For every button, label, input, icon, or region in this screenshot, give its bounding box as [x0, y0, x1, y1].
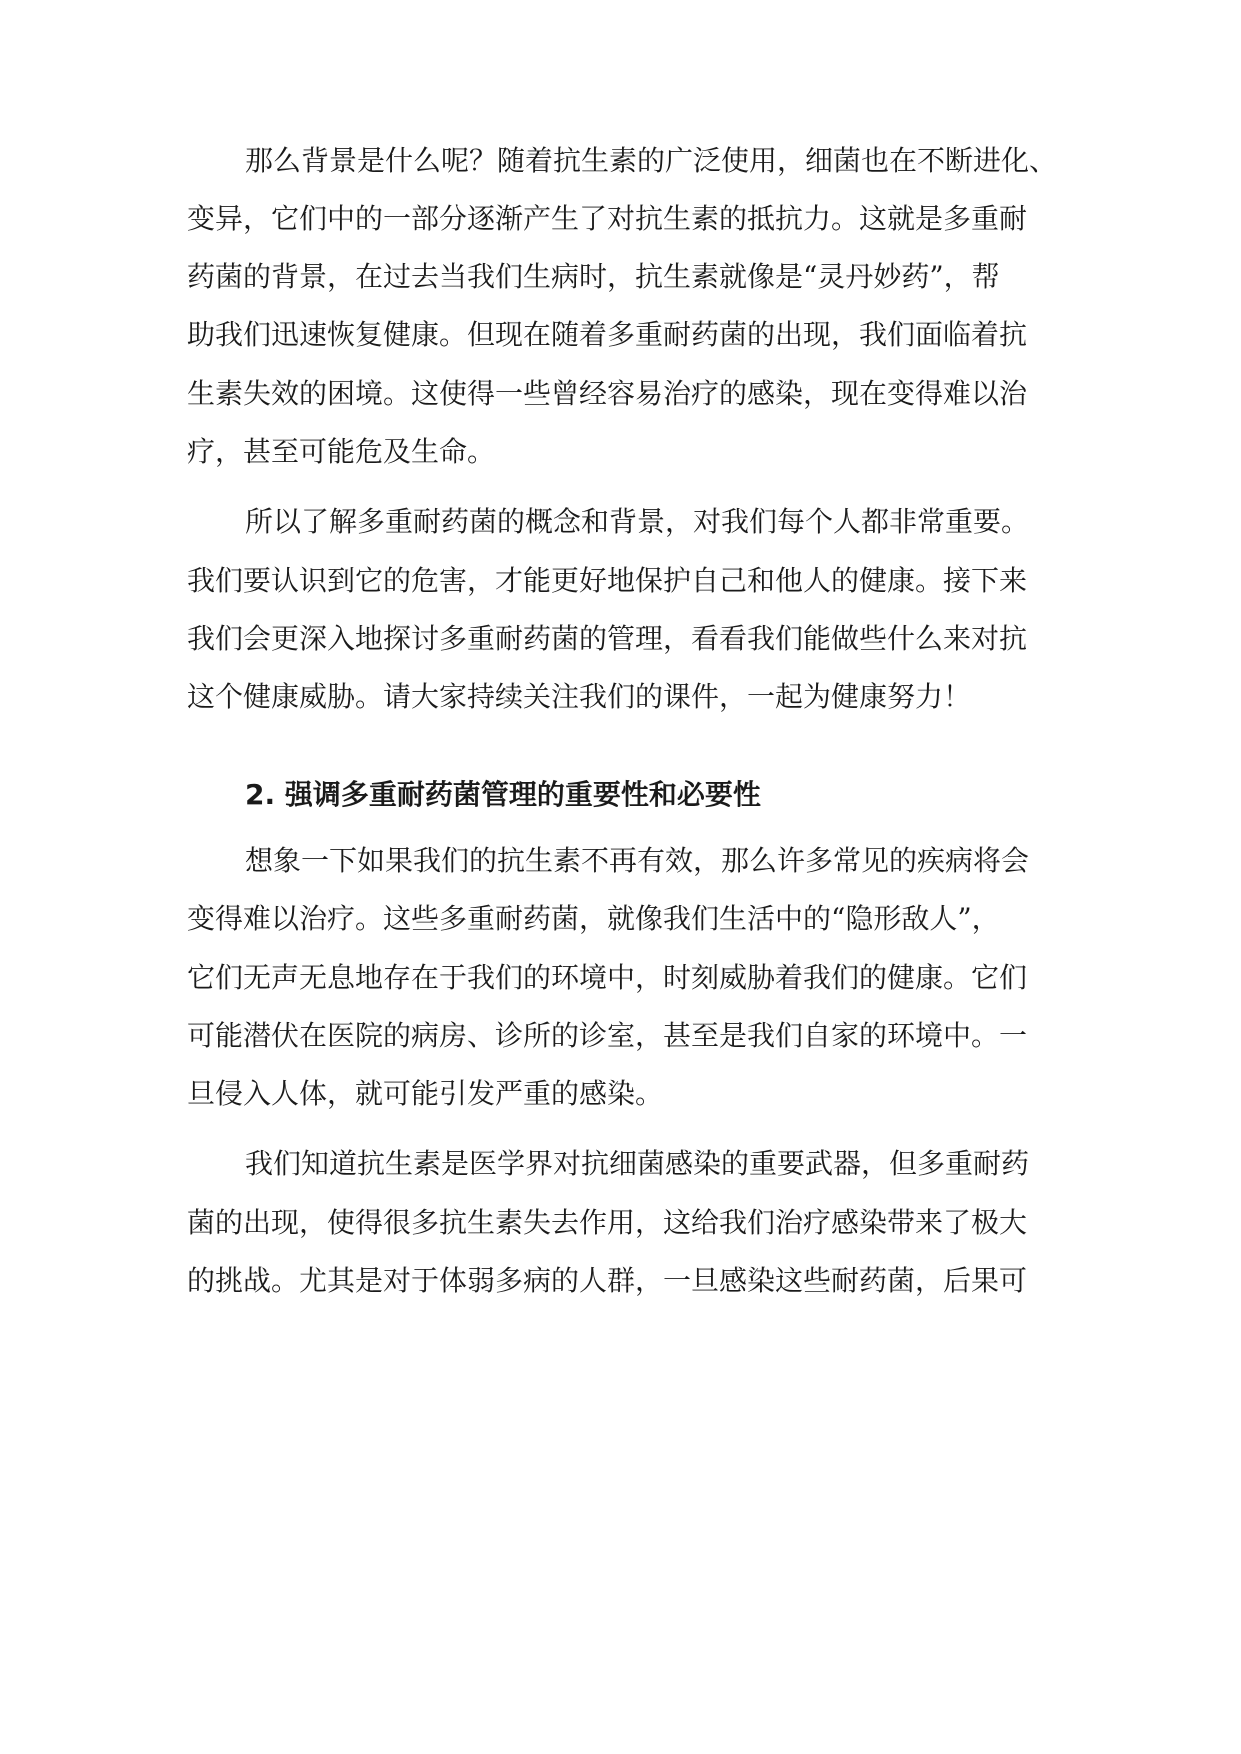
paragraph-4-line-3: 的挑战。尤其是对于体弱多病的人群，一旦感染这些耐药菌，后果可 — [187, 1264, 1028, 1297]
paragraph-3-line-3: 它们无声无息地存在于我们的环境中，时刻威胁着我们的健康。它们 — [187, 961, 1028, 994]
paragraph-4-line-1: 我们知道抗生素是医学界对抗细菌感染的重要武器，但多重耐药 — [245, 1147, 1030, 1180]
paragraph-1-line-3: 药菌的背景，在过去当我们生病时，抗生素就像是“灵丹妙药”，帮 — [187, 260, 1000, 293]
paragraph-3-line-1: 想象一下如果我们的抗生素不再有效，那么许多常见的疾病将会 — [245, 844, 1030, 877]
paragraph-1-line-1: 那么背景是什么呢？随着抗生素的广泛使用，细菌也在不断进化、 — [245, 144, 1058, 177]
paragraph-4-line-2: 菌的出现，使得很多抗生素失去作用，这给我们治疗感染带来了极大 — [187, 1206, 1028, 1239]
paragraph-1-line-2: 变异，它们中的一部分逐渐产生了对抗生素的抵抗力。这就是多重耐 — [187, 202, 1028, 235]
paragraph-1-line-4: 助我们迅速恢复健康。但现在随着多重耐药菌的出现，我们面临着抗 — [187, 318, 1028, 351]
paragraph-1-line-6: 疗，甚至可能危及生命。 — [187, 435, 496, 468]
paragraph-2-line-1: 所以了解多重耐药菌的概念和背景，对我们每个人都非常重要。 — [245, 505, 1030, 538]
paragraph-2-line-4: 这个健康威胁。请大家持续关注我们的课件，一起为健康努力！ — [187, 680, 972, 713]
paragraph-1-line-5: 生素失效的困境。这使得一些曾经容易治疗的感染，现在变得难以治 — [187, 377, 1028, 410]
paragraph-2-line-3: 我们会更深入地探讨多重耐药菌的管理，看看我们能做些什么来对抗 — [187, 622, 1028, 655]
section-heading: 2. 强调多重耐药菌管理的重要性和必要性 — [245, 778, 761, 811]
paragraph-3-line-5: 旦侵入人体，就可能引发严重的感染。 — [187, 1077, 664, 1110]
paragraph-3-line-2: 变得难以治疗。这些多重耐药菌，就像我们生活中的“隐形敌人”， — [187, 902, 1000, 935]
paragraph-2-line-2: 我们要认识到它的危害，才能更好地保护自己和他人的健康。接下来 — [187, 564, 1028, 597]
paragraph-3-line-4: 可能潜伏在医院的病房、诊所的诊室，甚至是我们自家的环境中。一 — [187, 1019, 1028, 1052]
